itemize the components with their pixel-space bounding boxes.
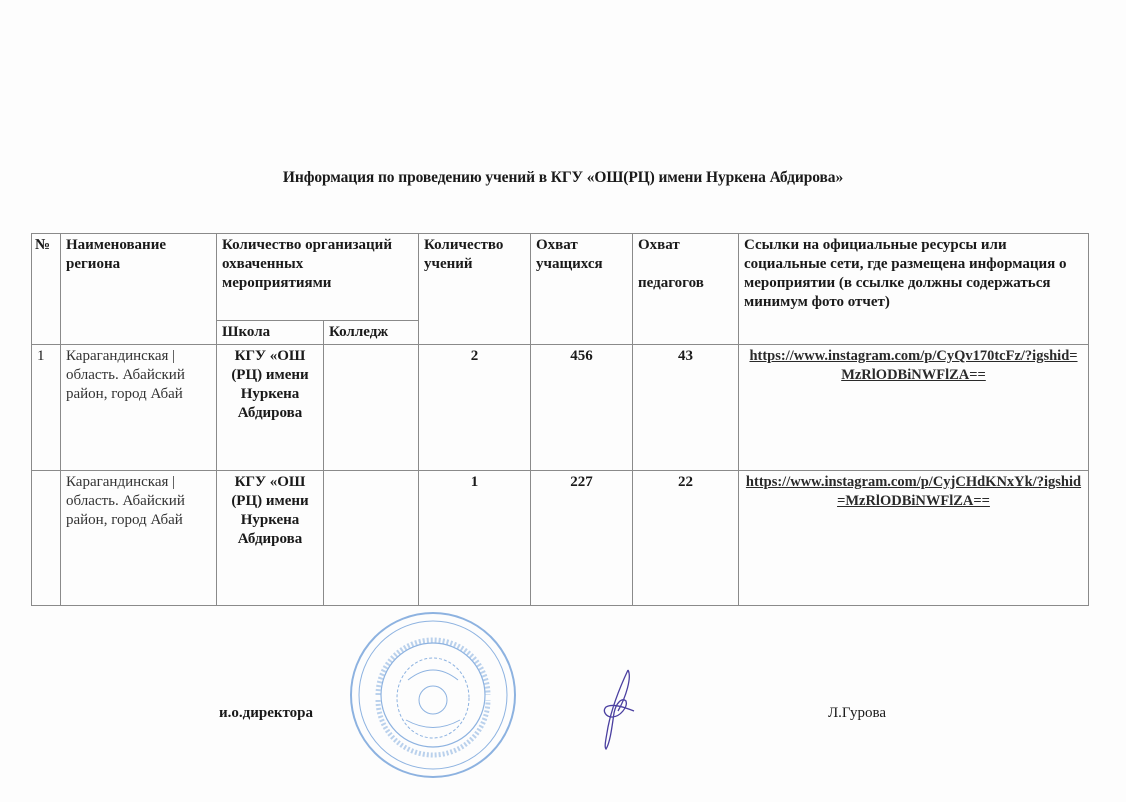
table-row (32, 345, 1089, 471)
row-no: 1 (32, 345, 61, 471)
row-teachers: 43 (633, 345, 739, 471)
official-seal-icon (348, 610, 518, 780)
header-drills: Количество учений (419, 234, 531, 345)
signature-icon (598, 667, 643, 752)
signatory-role: и.о.директора (219, 705, 314, 721)
header-no: № (32, 234, 61, 345)
header-students: Охват учащихся (531, 234, 633, 345)
table-row (32, 471, 1089, 606)
instagram-link[interactable]: https://www.instagram.com/p/CyjCHdKNxYk/?igshid=MzRlODBiNWFlZA== (745, 474, 1082, 509)
header-region: Наименование региона (61, 234, 217, 345)
row-region: Карагандинская | область. Абайский район, город Абай (61, 345, 217, 471)
row-school: КГУ «ОШ (РЦ) имени Нуркена Абдирова (217, 345, 324, 471)
row-college (324, 345, 419, 471)
signatory-name: Л.Гурова (828, 705, 887, 721)
instagram-link[interactable]: https://www.instagram.com/p/CyQv170tcFz/?igshid=MzRlODBiNWFlZA== (749, 348, 1078, 383)
header-college: Колледж (324, 321, 419, 345)
header-school: Школа (217, 321, 324, 345)
row-region: Карагандинская | область. Абайский район, город Абай (61, 471, 217, 606)
header-teachers-line1: Охват (638, 237, 680, 253)
row-students: 456 (531, 345, 633, 471)
row-college (324, 471, 419, 606)
row-no (32, 471, 61, 606)
drills-table (31, 233, 1089, 606)
header-links: Ссылки на официальные ресурсы или социальные сети, где размещена информация о мероприятии (в ссылке должны содержаться минимум фото отчет) (739, 234, 1089, 345)
table-header-row (32, 234, 1089, 321)
row-link-cell (739, 471, 1089, 606)
header-teachers (633, 234, 739, 345)
header-orgs: Количество организаций охваченных мероприятиями (217, 234, 419, 321)
row-drills: 2 (419, 345, 531, 471)
row-students: 227 (531, 471, 633, 606)
row-teachers: 22 (633, 471, 739, 606)
document-title: Информация по проведению учений в КГУ «ОШ(РЦ) имени Нуркена Абдирова» (282, 169, 844, 186)
header-teachers-line2: педагогов (638, 275, 704, 291)
row-school: КГУ «ОШ (РЦ) имени Нуркена Абдирова (217, 471, 324, 606)
row-link-cell (739, 345, 1089, 471)
row-drills: 1 (419, 471, 531, 606)
